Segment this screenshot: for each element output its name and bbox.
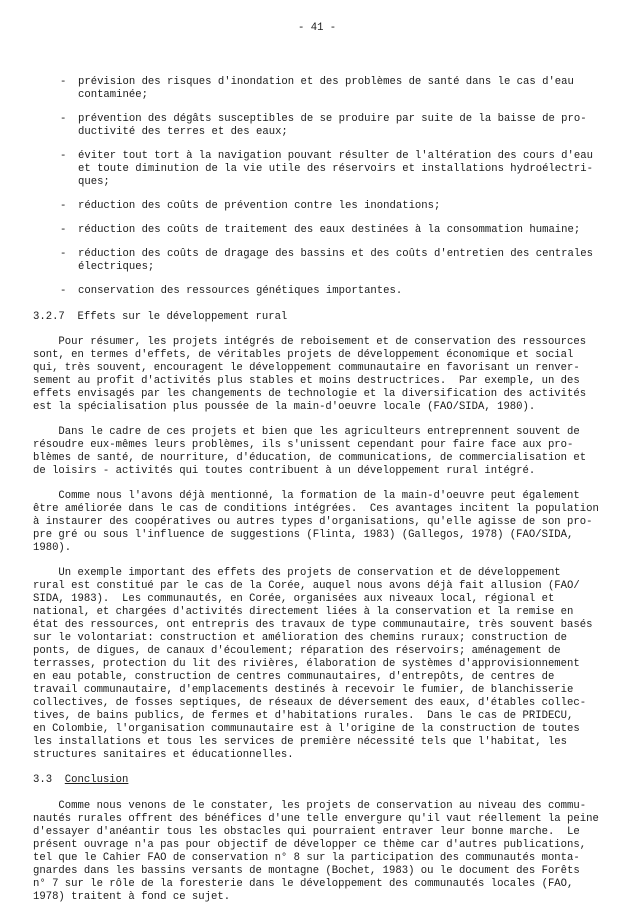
text-line: SIDA, 1983). Les communautés, en Corée, organisées aux niveaux local, régional et [33,593,555,605]
bullet-text [78,285,402,298]
text-line: de loisirs - activités qui toutes contribuent à un développement rural intégré. [33,465,536,477]
text-line: Comme nous l'avons déjà mentionné, la formation de la main-d'oeuvre peut également [33,490,580,502]
text-line: gnardes dans les bassins versants de montagne (Bochet, 1983) ou le document des Forêts [33,865,580,877]
section-heading-3-2-7: 3.2.7 Effets sur le développement rural [33,311,288,323]
bullet-item [0,248,637,274]
bullet-text [78,200,440,213]
text-line: pre gré ou sous l'influence de suggestions (Flinta, 1983) (Gallegos, 1978) (FAO/SIDA, [33,529,574,541]
bullet-dash: - [60,285,67,297]
paragraph [33,336,586,414]
text-line: d'essayer d'anéantir tous les obstacles qui pourraient entraver leur bonne marche. Le [33,826,580,838]
paragraph [33,567,592,762]
text-line: national, et chargées d'activités directement liées à la conservation et la remise en [33,606,574,618]
text-line: tives, de bains publics, de fermes et d'habitations rurales. Dans le cas de PRIDECU, [33,710,574,722]
text-line: réduction des coûts de prévention contre les inondations; [78,200,441,212]
bullet-item [0,285,637,298]
paragraph [33,426,586,478]
bullet-dash: - [60,113,67,125]
text-line: effets envisagés par les changements de technologie et la diversification des activités [33,388,587,400]
bullet-text [78,150,593,189]
conclusion-paragraph [33,800,599,904]
text-line: contaminée; [78,89,148,101]
text-line: prévention des dégâts susceptibles de se produire par suite de la baisse de pro- [78,113,587,125]
page-number: - 41 - [298,22,337,34]
text-line: les installations et tous les services de première nécessité tels que l'habitat, les [33,736,568,748]
bullet-item [0,76,637,102]
text-line: sement au profit d'activités plus stables et moins destructrices. Par exemple, un des [33,375,580,387]
bullet-text [78,76,574,102]
text-line: en Colombie, l'organisation communautaire est à l'origine de la construction de toutes [33,723,580,735]
text-line: Un exemple important des effets des projets de conservation et de développement [33,567,561,579]
text-line: rural est constitué par le cas de la Corée, auquel nous avons déjà fait allusion (FAO/ [33,580,580,592]
bullet-item [0,113,637,139]
text-line: ductivité des terres et des eaux; [78,126,288,138]
text-line: ques; [78,176,110,188]
bullet-text [78,224,580,237]
text-line: réduction des coûts de traitement des eaux destinées à la consommation humaine; [78,224,581,236]
bullet-item [0,224,637,237]
text-line: travail communautaire, d'emplacements destinés à recevoir le fumier, de blanchisserie [33,684,574,696]
bullet-dash: - [60,224,67,236]
text-line: et toute diminution de la vie utile des réservoirs et installations hydroélectri- [78,163,593,175]
section-title: Conclusion [64,774,129,786]
text-line: structures sanitaires et éducationnelles. [33,749,294,761]
text-line: sur le volontariat: construction et amélioration des chemins ruraux; construction de [33,632,568,644]
text-line: éviter tout tort à la navigation pouvant résulter de l'altération des cours d'eau [78,150,593,162]
text-line: nautés rurales offrent des bénéfices d'une telle envergure qu'il vaut réellement la peine [33,813,599,825]
bullet-dash: - [60,150,67,162]
text-line: conservation des ressources génétiques importantes. [78,285,403,297]
text-line: Dans le cadre de ces projets et bien que les agriculteurs entreprennent souvent de [33,426,580,438]
bullet-dash: - [60,248,67,260]
text-line: est la spécialisation plus poussée de la main-d'oeuvre locale (FAO/SIDA, 1980). [33,401,536,413]
paragraph [33,490,599,555]
bullet-text [78,248,593,274]
bullet-text [78,113,587,139]
text-line: électriques; [78,261,155,273]
text-line: réduction des coûts de dragage des bassins et des coûts d'entretien des centrales [78,248,593,260]
text-line: 1978) traitent à fond ce sujet. [33,891,231,903]
bullet-dash: - [60,76,67,88]
text-line: tel que le Cahier FAO de conservation n° 8 sur la participation des communautés monta- [33,852,580,864]
text-line: en eau potable, construction de centres communautaires, d'entrepôts, de centres de [33,671,555,683]
text-line: 1980). [33,542,72,554]
section-heading-3-3 [33,774,128,787]
text-line: présent ouvrage n'a pas pour objectif de développer ce thème car d'autres publications, [33,839,587,851]
text-line: prévision des risques d'inondation et des problèmes de santé dans le cas d'eau [78,76,574,88]
text-line: ponts, de digues, de canaux d'écoulement; réparation des réservoirs; aménagement de [33,645,561,657]
text-line: terrasses, protection du lit des rivières, élaboration de systèmes d'approvisionnement [33,658,580,670]
bullet-item [0,200,637,213]
text-line: qui, très souvent, encouragent le développement communautaire en favorisant un renver- [33,362,580,374]
text-line: être améliorée dans le cas de conditions intégrées. Ces avantages incitent la population [33,503,599,515]
bullet-item [0,150,637,189]
text-line: résoudre eux-mêmes leurs problèmes, ils s'unissent cependant pour faire face aux pro- [33,439,574,451]
text-line: à instaurer des coopératives ou autres types d'organisations, qu'elle agisse de son pro- [33,516,593,528]
section-number: 3.3 [33,774,53,786]
text-line: blèmes de santé, de nourriture, d'éducation, de communications, de commercialisation et [33,452,587,464]
text-line: Comme nous venons de le constater, les projets de conservation au niveau des commu- [33,800,587,812]
text-line: n° 7 sur le rôle de la foresterie dans le développement des communautés locales (FAO, [33,878,574,890]
text-line: Pour résumer, les projets intégrés de reboisement et de conservation des ressources [33,336,587,348]
text-line: état des ressources, ont entrepris des travaux de type communautaire, très souvent basés [33,619,593,631]
bullet-dash: - [60,200,67,212]
text-line: collectives, de fosses septiques, de réseaux de déversement des eaux, d'étables collec- [33,697,587,709]
text-line: sont, en termes d'effets, de véritables projets de développement économique et social [33,349,574,361]
